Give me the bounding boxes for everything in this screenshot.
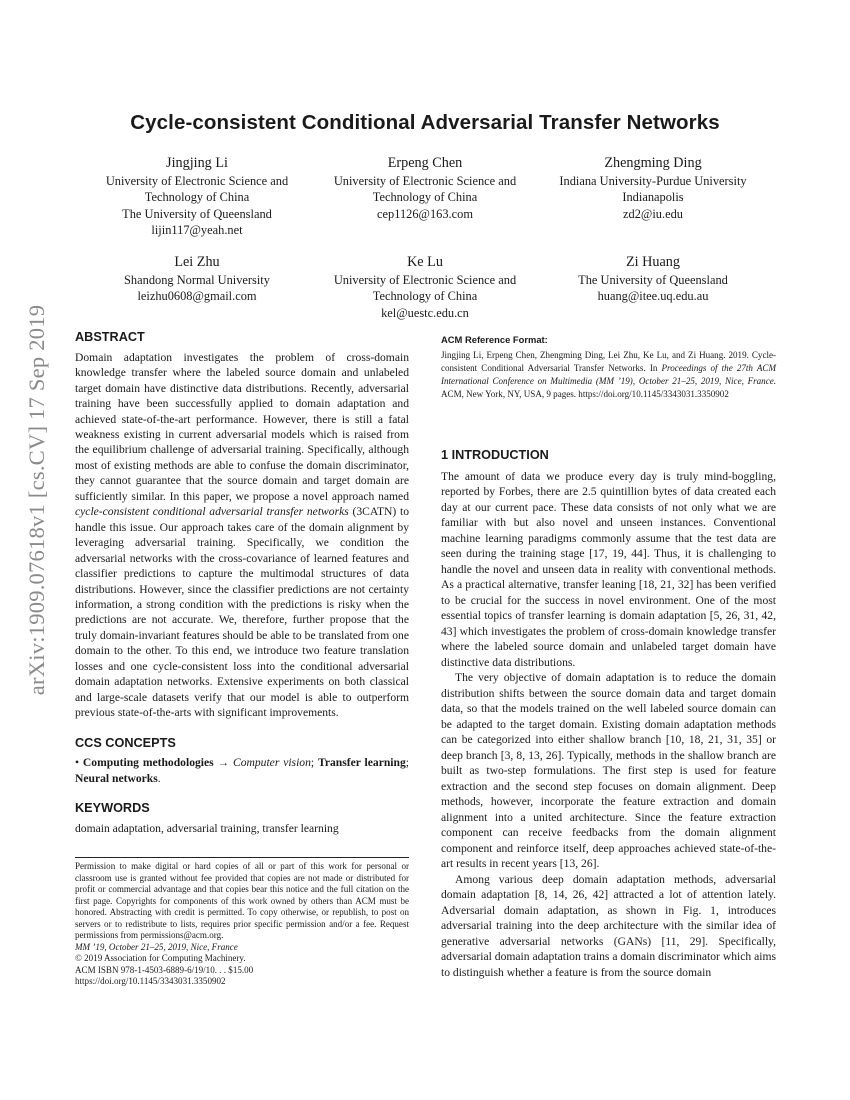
right-column: [441, 448, 776, 980]
author-name: Jingjing Li: [166, 155, 228, 171]
intro-paragraph: The amount of data we produce every day is truly mind-boggling, reported by Forbes, there are 2.5 quintillion bytes of data created each day at our current pace. These data consists of not only what we are familiar with but also novel and unseen instances. Conventional machine learning paradigms commonly assume that the test data are seen during the training stage [17, 19, 44]. Thus, it is challenging to handle the novel and unseen data in reality with conventional methods. As a practical alternative, transfer leaning [18, 21, 32] has been verified to be crucial for the success in novel environment. One of the most essential topics of transfer learning is domain adaptation [5, 26, 31, 42, 43] which investigates the problem of cross-domain knowledge transfer where the labeled source domain and unlabeled target domain have distinctive data distributions.: [441, 469, 776, 669]
author-block: [538, 252, 768, 305]
intro-paragraph: Among various deep domain adaptation methods, adversarial domain adaptation [8, 14, 26, 42] attracted a lot of attention lately. Adversarial domain adaptation, as shown in Fig. 1, introduces adversarial training into the deep architecture with the similar idea of generative adversarial networks (GANs) [11, 29]. Specifically, adversarial domain adaptation trains a domain discriminator which aims to distinguish whether a feature is from the source domain: [441, 872, 776, 979]
author-affiliation: University of Electronic Science and: [105, 174, 289, 188]
doi: https://doi.org/10.1145/3343031.3350902: [75, 976, 226, 986]
keywords-heading: KEYWORDS: [75, 800, 150, 815]
author-affiliation: Indianapolis: [622, 190, 684, 205]
author-affiliation: Shandong Normal University: [124, 273, 270, 287]
left-column: [75, 330, 409, 837]
acm-reference-text: Jingjing Li, Erpeng Chen, Zhengming Ding, Lei Zhu, Ke Lu, and Zi Huang. 2019. Cycle-consistent Conditional Adversarial Transfer Networks. In Proceedings of the 27th ACM International Conference on Multimedia (MM ’19), October 21–25, 2019, Nice, France. ACM, New York, NY, USA, 9 pages. https://doi.org/10.1145/3343031.3350902: [441, 349, 776, 400]
author-email: leizhu0608@gmail.com: [137, 289, 257, 304]
abstract-text: Domain adaptation investigates the problem of cross-domain knowledge transfer where the labeled source domain and unlabeled target domain have distinctive data distributions. Recently, adversarial training have been successfully applied to domain adaptation and achieved state-of-the-art performance. However, there is still a fatal weakness existing in current adversarial models which is raised from the equilibrium challenge of adversarial training. Specifically, although most of existing methods are able to confuse the domain discriminator, they cannot guarantee that the source domain and target domain are sufficiently similar. In this paper, we propose a novel approach named cycle-consistent conditional adversarial transfer networks (3CATN) to handle this issue. Our approach takes care of the domain alignment by leveraging adversarial training. Specifically, we condition the adversarial networks with the cross-covariance of learned features and classifier predictions to capture the multimodal structures of data distributions. However, since the classifier predictions are not certainty information, a strong condition with the predictions is risky when the predictions are not accurate. We, therefore, further propose that the truly domain-invariant features should be able to be translated from one domain to the other. To this end, we introduce two feature translation losses and one cycle-consistent loss into the conditional adversarial domain adaptation networks. Extensive experiments on both classical and large-scale datasets verify that our model is able to outperform previous state-of-the-arts with significant improvements.: [75, 350, 409, 720]
author-affiliation: University of Electronic Science and: [333, 273, 517, 287]
isbn: ACM ISBN 978-1-4503-6889-6/19/10. . . $15.00: [75, 964, 254, 975]
ccs-heading: CCS CONCEPTS: [75, 735, 176, 750]
author-block: [538, 153, 768, 222]
abstract-heading: ABSTRACT: [75, 330, 145, 344]
author-affiliation: Technology of China: [372, 289, 478, 304]
author-block: [82, 252, 312, 305]
author-name: Ke Lu: [407, 254, 443, 270]
author-affiliation: Indiana University-Purdue University: [559, 174, 747, 188]
acm-reference-heading: ACM Reference Format:: [441, 334, 548, 345]
author-affiliation: The University of Queensland: [578, 273, 728, 287]
author-affiliation: University of Electronic Science and: [333, 174, 517, 188]
arxiv-stamp: [22, 300, 52, 700]
venue: MM ’19, October 21–25, 2019, Nice, France: [75, 941, 238, 952]
ccs-text: • Computing methodologies → Computer vision; Transfer learning; Neural networks.: [75, 756, 409, 785]
copyright: © 2019 Association for Computing Machinery.: [75, 953, 246, 963]
author-name: Erpeng Chen: [387, 155, 463, 171]
author-block: [310, 252, 540, 321]
author-email: lijin117@yeah.net: [151, 223, 243, 238]
author-block: [82, 153, 312, 239]
author-affiliation: Technology of China: [144, 190, 250, 205]
acm-reference: [441, 334, 776, 402]
paper-title: Cycle-consistent Conditional Adversarial Transfer Networks: [130, 111, 720, 134]
keywords-text: domain adaptation, adversarial training, transfer learning: [75, 822, 339, 836]
author-email: kel@uestc.edu.cn: [381, 305, 469, 320]
arxiv-stamp-text: arXiv:1909.07618v1 [cs.CV] 17 Sep 2019: [24, 304, 49, 696]
author-name: Lei Zhu: [174, 254, 220, 270]
author-block: [310, 153, 540, 222]
author-name: Zi Huang: [626, 254, 680, 270]
permission-notice: [75, 857, 409, 988]
author-email: zd2@iu.edu: [623, 206, 683, 221]
permission-text: Permission to make digital or hard copies of all or part of this work for personal or classroom use is granted without fee provided that copies are not made or distributed for profit or commercial advantage and that copies bear this notice and the full citation on the first page. Copyrights for components of this work owned by others than ACM must be honored. Abstracting with credit is permitted. To copy otherwise, or republish, to post on servers or to redistribute to lists, requires prior specific permission and/or a fee. Request permissions from permissions@acm.org.: [75, 861, 409, 940]
author-email: cep1126@163.com: [377, 206, 473, 221]
author-name: Zhengming Ding: [604, 155, 702, 171]
author-affiliation: Technology of China: [372, 190, 478, 205]
intro-paragraph: The very objective of domain adaptation is to reduce the domain distribution shifts between the source domain data and target domain data, so that the models trained on the well labeled source domain can be adapted to the target domain. Existing domain adaptation methods can be categorized into either shallow branch [10, 18, 21, 31, 35] or deep branch [3, 8, 13, 26]. Typically, methods in the shallow branch are built as two-step formulations. The first step is used for feature extraction and the second step focuses on domain alignment. Deep methods, however, incorporate the feature extraction and domain alignment into a united architecture. Since the feature extraction component can receive feedbacks from the domain alignment component and reinforce itself, deep approaches achieved state-of-the-art results in recent years [13, 26].: [441, 671, 776, 871]
introduction-heading: 1 INTRODUCTION: [441, 448, 549, 462]
author-email: huang@itee.uq.edu.au: [597, 289, 709, 304]
author-affiliation: The University of Queensland: [122, 206, 272, 221]
